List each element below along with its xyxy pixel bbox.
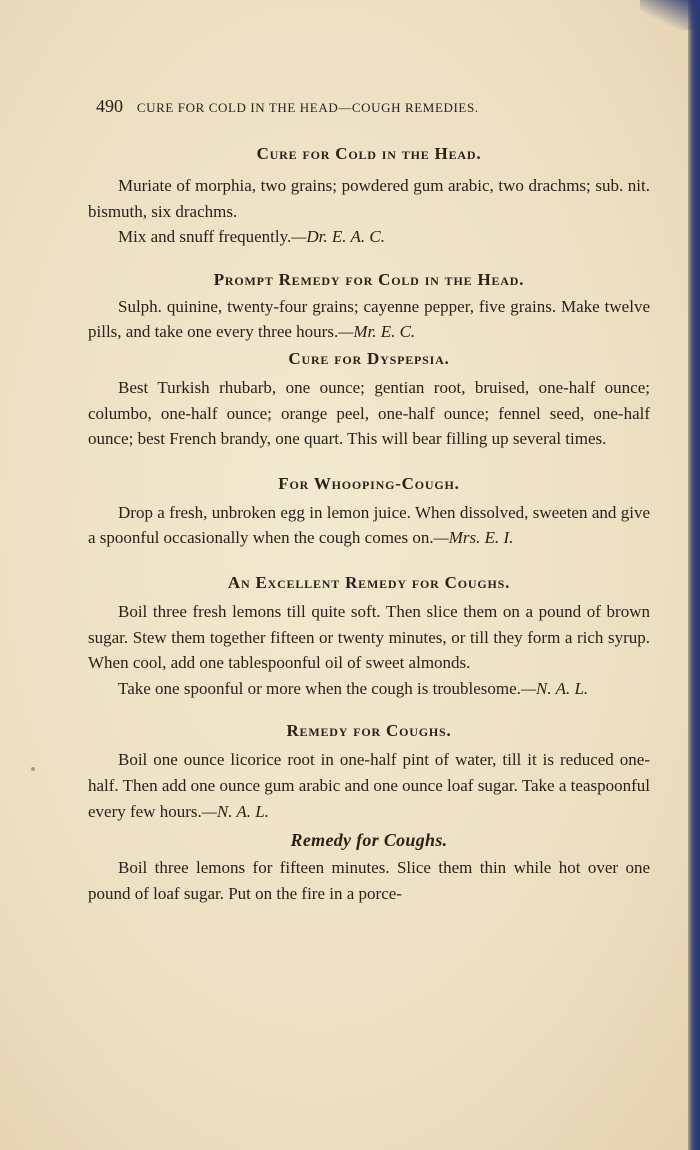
recipe-text-line: Drop a fresh, unbroken egg in lemon juice. When dissolved, sweeten and give a spoonful occasionally when the cough comes on. bbox=[88, 502, 650, 548]
recipe-text-line: Mix and snuff frequently. bbox=[118, 227, 292, 247]
page-number: 490 bbox=[96, 96, 123, 116]
page-body bbox=[88, 140, 650, 906]
recipe-text-line: Boil one ounce licorice root in one-half pint of water, till it is reduced one-half. Then add one ounce gum arabic and one ounce loaf sugar. Take a teaspoonful every few hours. bbox=[88, 750, 650, 821]
recipe-text bbox=[88, 294, 650, 345]
recipe-text bbox=[88, 500, 650, 551]
recipe-title: Cure for Cold in the Head. bbox=[256, 144, 482, 163]
running-header bbox=[96, 96, 606, 117]
recipe-signature: —Dr. E. A. C. bbox=[291, 227, 385, 247]
recipe-title: For Whooping-Cough. bbox=[278, 473, 460, 493]
recipe-text bbox=[88, 224, 650, 250]
recipe-title: Remedy for Coughs. bbox=[286, 721, 452, 741]
book-cover-corner bbox=[640, 0, 700, 30]
recipe-title: Cure for Dyspepsia. bbox=[288, 348, 450, 368]
recipe-signature: —N. A. L. bbox=[201, 801, 270, 821]
recipe-signature: —Mrs. E. I. bbox=[433, 528, 514, 548]
recipe-signature: —N. A. L. bbox=[520, 678, 589, 698]
recipe-title: An Excellent Remedy for Coughs. bbox=[227, 572, 511, 592]
recipe-text: Muriate of morphia, two grains; powdered gum arabic, two drachms; sub. nit. bismuth, six drachms. bbox=[88, 176, 650, 221]
recipe-text: Best Turkish rhubarb, one ounce; gentian root, bruised, one-half ounce; columbo, one-half ounce; orange peel, one-half ounce; fennel seed, one-half ounce; best French brandy, one quart. This will bear filling up several times. bbox=[88, 377, 650, 449]
recipe-title: Remedy for Coughs. bbox=[290, 830, 448, 851]
recipe-text-line: Take one spoonful or more when the cough is troublesome. bbox=[118, 678, 521, 698]
recipe-text bbox=[88, 676, 650, 702]
book-spine bbox=[688, 0, 700, 1150]
running-title: CURE FOR COLD IN THE HEAD—COUGH REMEDIES. bbox=[136, 100, 479, 115]
recipe-text bbox=[88, 747, 650, 824]
paper-blemish bbox=[31, 767, 35, 771]
recipe-signature: —Mr. E. C. bbox=[338, 322, 416, 342]
recipe-title: Prompt Remedy for Cold in the Head. bbox=[213, 269, 525, 289]
recipe-text: Boil three fresh lemons till quite soft. Then slice them on a pound of brown sugar. Stew them together fifteen or twenty minutes, or till they form a rich syrup. When cool, add one tablespoonful oil of sweet almonds. bbox=[88, 601, 650, 673]
recipe-text: Boil three lemons for fifteen minutes. Slice them thin while hot over one pound of loaf sugar. Put on the fire in a porce- bbox=[88, 858, 650, 903]
recipe-text-line: Sulph. quinine, twenty-four grains; cayenne pepper, five grains. Make twelve pills, and take one every three hours. bbox=[88, 296, 650, 342]
